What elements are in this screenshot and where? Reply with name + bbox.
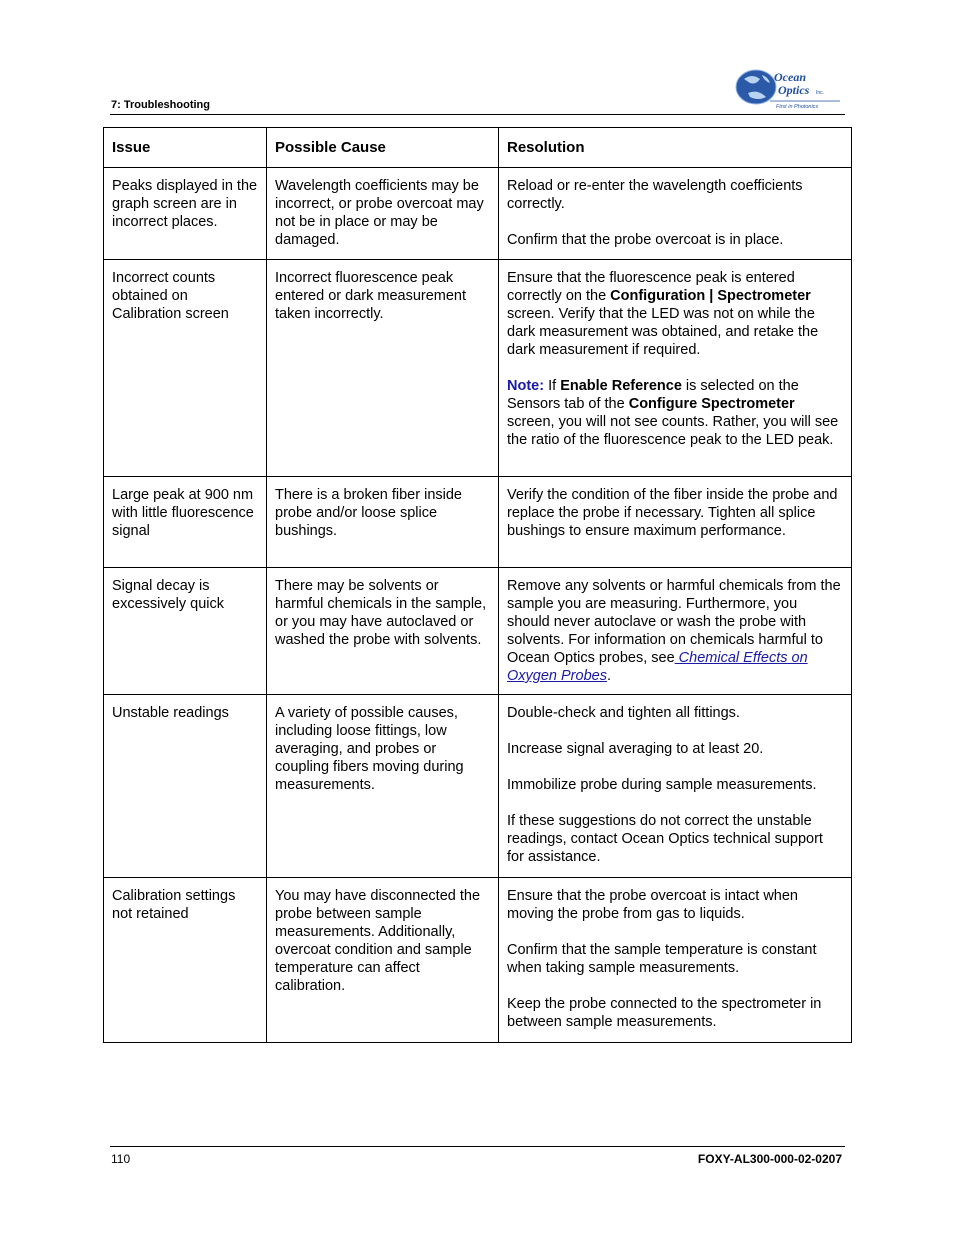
- troubleshooting-table: [103, 127, 852, 1043]
- resolution-cell: [499, 695, 852, 878]
- resolution-paragraph: Increase signal averaging to at least 20.: [507, 741, 764, 757]
- cause-cell: There is a broken fiber inside probe and/or loose splice bushings.: [267, 477, 499, 568]
- screen-name-text: Configure Spectrometer: [628, 396, 795, 412]
- resolution-paragraph: Double-check and tighten all fittings.: [507, 705, 740, 721]
- table-row: [104, 695, 852, 878]
- resolution-paragraph: Confirm that the sample temperature is constant when taking sample measurements.: [507, 942, 817, 976]
- resolution-paragraph: Confirm that the probe overcoat is in place.: [507, 232, 784, 248]
- resolution-paragraph: [507, 269, 843, 359]
- resolution-paragraph: If these suggestions do not correct the unstable readings, contact Ocean Optics technical support for assistance.: [507, 813, 823, 865]
- column-header-cause: Possible Cause: [267, 128, 499, 168]
- cause-cell: There may be solvents or harmful chemicals in the sample, or you may have autoclaved or washed the probe with solvents.: [267, 568, 499, 695]
- page-number: 110: [111, 1152, 131, 1166]
- resolution-paragraph: Keep the probe connected to the spectrometer in between sample measurements.: [507, 996, 822, 1030]
- column-header-issue: Issue: [104, 128, 267, 168]
- issue-cell: Incorrect counts obtained on Calibration screen: [104, 260, 267, 477]
- cause-cell: You may have disconnected the probe between sample measurements. Additionally, overcoat condition and sample temperature can affect calibration.: [267, 878, 499, 1043]
- logo-word-ocean: Ocean: [774, 70, 806, 84]
- issue-cell: Unstable readings: [104, 695, 267, 878]
- resolution-paragraph: Reload or re-enter the wavelength coefficients correctly.: [507, 178, 803, 212]
- chemical-effects-link[interactable]: Chemical Effects on Oxygen Probes: [507, 650, 808, 684]
- resolution-text: screen. Verify that the LED was not on while the dark measurement was obtained, and retake the dark measurement if required.: [507, 306, 819, 358]
- resolution-text: Remove any solvents or harmful chemicals from the sample you are measuring. Furthermore, you should never autoclave or wash the probe with solvents. For information on chemicals harmful to Ocean Optics probes, see: [507, 578, 841, 666]
- resolution-cell: [499, 168, 852, 260]
- resolution-paragraph: Immobilize probe during sample measurements.: [507, 777, 817, 793]
- footer-divider: [110, 1146, 845, 1147]
- note-paragraph: [507, 377, 843, 449]
- ui-path-text: Configuration | Spectrometer: [610, 288, 811, 304]
- cause-cell: A variety of possible causes, including loose fittings, low averaging, and probes or coupling fibers moving during measurements.: [267, 695, 499, 878]
- table-header-row: [104, 128, 852, 168]
- table-row: [104, 168, 852, 260]
- note-text: screen, you will not see counts. Rather, you will see the ratio of the fluorescence peak to the LED peak.: [507, 414, 839, 448]
- section-title: 7: Troubleshooting: [111, 99, 210, 111]
- table-row: [104, 878, 852, 1043]
- resolution-cell: [499, 878, 852, 1043]
- issue-cell: Signal decay is excessively quick: [104, 568, 267, 695]
- ocean-optics-logo: [734, 65, 842, 115]
- resolution-text: Ensure that the fluorescence peak is entered correctly on the: [507, 270, 795, 304]
- cause-cell: Wavelength coefficients may be incorrect, or probe overcoat may not be in place or may be damaged.: [267, 168, 499, 260]
- table-row: [104, 260, 852, 477]
- note-text: If: [544, 378, 561, 394]
- resolution-paragraph: Verify the condition of the fiber inside the probe and replace the probe if necessary. Tighten all splice bushings to ensure maximum performance.: [507, 487, 838, 539]
- cause-cell: Incorrect fluorescence peak entered or dark measurement taken incorrectly.: [267, 260, 499, 477]
- logo-word-inc: Inc.: [816, 90, 825, 96]
- issue-cell: Large peak at 900 nm with little fluorescence signal: [104, 477, 267, 568]
- document-id: FOXY-AL300-000-02-0207: [697, 1152, 842, 1166]
- note-label: Note:: [507, 378, 545, 394]
- resolution-paragraph: [507, 577, 843, 685]
- resolution-cell: [499, 568, 852, 695]
- resolution-cell: [499, 260, 852, 477]
- table-row: [104, 568, 852, 695]
- resolution-text: .: [606, 668, 611, 684]
- logo-tagline: First in Photonics: [776, 104, 819, 110]
- issue-cell: Peaks displayed in the graph screen are in incorrect places.: [104, 168, 267, 260]
- resolution-paragraph: Ensure that the probe overcoat is intact when moving the probe from gas to liquids.: [507, 888, 798, 922]
- issue-cell: Calibration settings not retained: [104, 878, 267, 1043]
- option-name-text: Enable Reference: [560, 378, 682, 394]
- column-header-resolution: Resolution: [499, 128, 852, 168]
- note-text: is selected on the Sensors tab of the: [507, 378, 799, 412]
- logo-word-optics: Optics: [778, 83, 810, 97]
- table-row: [104, 477, 852, 568]
- resolution-cell: [499, 477, 852, 568]
